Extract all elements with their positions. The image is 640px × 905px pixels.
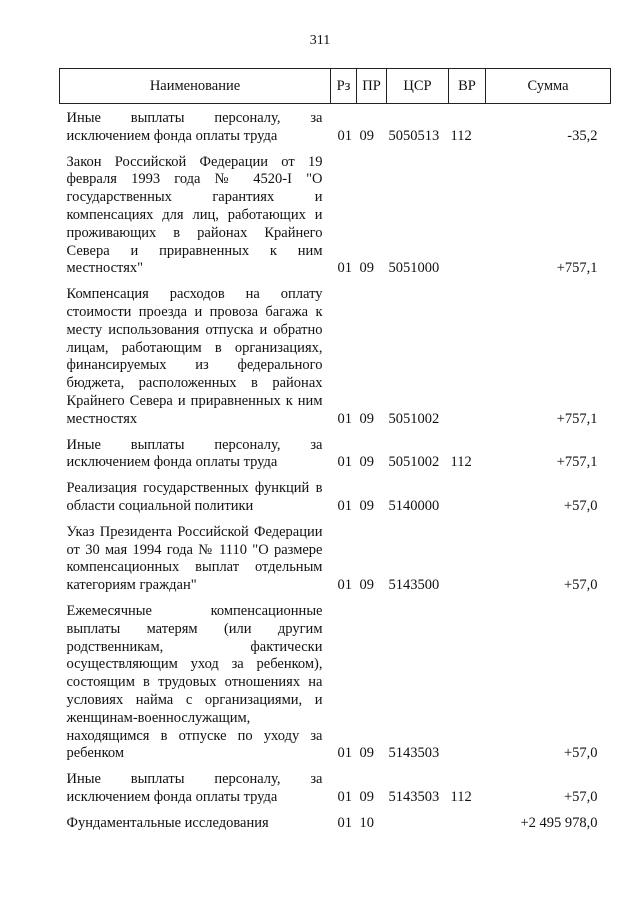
header-pr: ПР <box>357 69 387 104</box>
header-rz: Рз <box>331 69 357 104</box>
row-rz: 01 <box>337 410 352 427</box>
row-pr: 09 <box>359 410 374 427</box>
row-pr: 09 <box>359 497 374 514</box>
row-sum: +57,0 <box>563 745 598 762</box>
row-csr: 5051000 <box>388 260 440 277</box>
row-csr: 5050513 <box>388 127 440 144</box>
row-sum: +57,0 <box>563 497 598 514</box>
table-row <box>60 807 611 833</box>
row-rz: 01 <box>337 745 352 762</box>
row-rz: 01 <box>337 127 352 144</box>
table-row <box>60 104 611 146</box>
row-rz: 01 <box>337 814 352 831</box>
row-vr: 112 <box>450 127 472 144</box>
row-pr: 09 <box>359 577 374 594</box>
table-header-row <box>60 69 611 104</box>
row-rz: 01 <box>337 577 352 594</box>
row-sum: +57,0 <box>563 577 598 594</box>
row-vr: 112 <box>450 454 472 471</box>
table-row <box>60 595 611 763</box>
table-row <box>60 472 611 516</box>
row-csr: 5051002 <box>388 410 440 427</box>
row-pr: 09 <box>359 745 374 762</box>
row-vr <box>449 516 486 595</box>
row-csr: 5140000 <box>388 497 440 514</box>
row-pr: 09 <box>359 788 374 805</box>
row-pr: 09 <box>359 127 374 144</box>
row-csr <box>387 807 449 833</box>
table-row <box>60 429 611 473</box>
row-sum: +2 495 978,0 <box>520 814 598 831</box>
row-csr: 5143503 <box>388 745 440 762</box>
row-vr: 112 <box>450 788 472 805</box>
row-rz: 01 <box>337 260 352 277</box>
row-name: Фундаментальные исследования <box>66 814 269 831</box>
row-name: Ежемесячные компенсационные выплаты матерям (или другим родственникам, фактически осуществляющим уход за ребенком), состоящим в трудовых отношениях на условиях найма с организациями, и женщинам-военнослужащим, находящимся в отпуске по уходу за ребенком <box>66 602 323 762</box>
budget-table <box>59 68 611 832</box>
header-sum: Сумма <box>486 69 611 104</box>
header-csr: ЦСР <box>387 69 449 104</box>
header-name: Наименование <box>60 69 331 104</box>
row-vr <box>449 595 486 763</box>
row-vr <box>449 278 486 428</box>
row-name: Реализация государственных функций в области социальной политики <box>66 480 323 514</box>
row-pr: 09 <box>359 454 374 471</box>
row-name: Указ Президента Российской Федерации от 30 мая 1994 года № 1110 "О размере компенсационных выплат отдельным категориям граждан" <box>66 523 323 594</box>
row-name: Компенсация расходов на оплату стоимости проезда и провоза багажа к месту использования отпуска и обратно лицам, работающим в организациях, финансируемых из федерального бюджета, расположенных в районах Крайнего Севера и приравненных к ним местностях <box>66 286 323 427</box>
page-number: 311 <box>309 33 331 48</box>
row-vr <box>449 807 486 833</box>
row-rz: 01 <box>337 788 352 805</box>
row-csr: 5051002 <box>388 454 440 471</box>
row-name: Иные выплаты персоналу, за исключением фонда оплаты труда <box>66 110 323 144</box>
row-sum: +57,0 <box>563 788 598 805</box>
row-name: Закон Российской Федерации от 19 февраля 1993 года № 4520-I "О государственных гарантиях и компенсациях для лиц, работающих и проживающих в районах Крайнего Севера и приравненных к ним местностях" <box>66 153 323 277</box>
row-vr <box>449 146 486 279</box>
row-rz: 01 <box>337 454 352 471</box>
row-sum: -35,2 <box>567 127 598 144</box>
row-vr <box>449 472 486 516</box>
row-sum: +757,1 <box>556 410 598 427</box>
table-row <box>60 763 611 807</box>
row-sum: +757,1 <box>556 260 598 277</box>
table-row <box>60 146 611 279</box>
row-sum: +757,1 <box>556 454 598 471</box>
row-name: Иные выплаты персоналу, за исключением фонда оплаты труда <box>66 436 323 471</box>
row-pr: 10 <box>359 814 374 831</box>
row-name: Иные выплаты персоналу, за исключением фонда оплаты труда <box>66 771 323 805</box>
row-rz: 01 <box>337 497 352 514</box>
row-csr: 5143503 <box>388 788 440 805</box>
table-row <box>60 516 611 595</box>
table-row <box>60 278 611 428</box>
header-vr: ВР <box>449 69 486 104</box>
row-pr: 09 <box>359 260 374 277</box>
row-csr: 5143500 <box>388 577 440 594</box>
